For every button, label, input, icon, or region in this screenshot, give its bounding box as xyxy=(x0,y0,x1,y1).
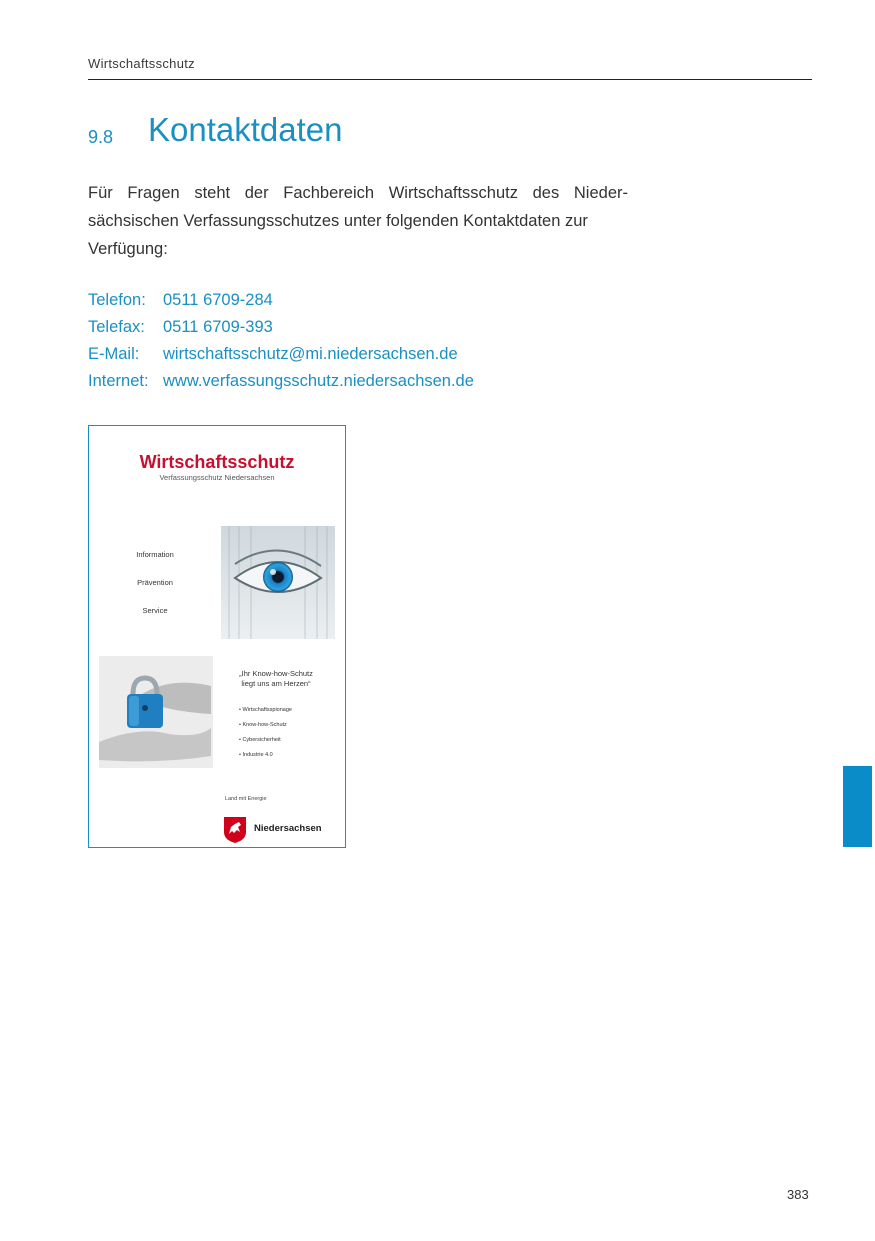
padlock-hands-photo xyxy=(99,656,213,768)
flyer-quote-line-1: „Ihr Know-how-Schutz xyxy=(239,669,313,678)
flyer-quote xyxy=(217,669,335,689)
flyer-bullet: • Industrie 4.0 xyxy=(239,752,273,758)
flyer-menu-information: Information xyxy=(136,550,174,559)
flyer-subtitle: Verfassungsschutz Niedersachsen xyxy=(159,473,275,482)
contact-label: E-Mail: xyxy=(88,345,140,363)
flyer-title: Wirtschaftsschutz xyxy=(139,452,295,472)
flyer-bullet-list xyxy=(239,703,292,763)
section-title: Kontaktdaten xyxy=(148,111,343,148)
contact-row-phone xyxy=(88,287,474,314)
flyer-quote-line-2: liegt uns am Herzen“ xyxy=(241,679,311,688)
email-link[interactable]: wirtschaftsschutz@mi.niedersachsen.de xyxy=(163,345,458,363)
flyer-bullet: • Wirtschaftsspionage xyxy=(239,707,292,713)
header-rule xyxy=(88,79,812,80)
section-number: 9.8 xyxy=(88,127,114,147)
horse-crest-icon xyxy=(223,816,247,844)
intro-line-1: Für Fragen steht der Fachbereich Wirtschaftsschutz des Nieder- xyxy=(88,184,628,202)
running-header: Wirtschaftsschutz xyxy=(88,56,195,71)
flyer-bullet: • Cybersicherheit xyxy=(239,737,281,743)
contact-row-fax xyxy=(88,314,474,341)
intro-line-3: Verfügung: xyxy=(88,240,168,258)
flyer-slogan: Land mit Energie xyxy=(225,796,267,802)
phone-value: 0511 6709-284 xyxy=(163,291,273,309)
page-number: 383 xyxy=(787,1187,809,1202)
contact-label: Internet: xyxy=(88,372,149,390)
contact-label: Telefon: xyxy=(88,291,146,309)
contact-label: Telefax: xyxy=(88,318,145,336)
flyer-menu-prevention: Prävention xyxy=(137,578,173,587)
intro-line-2: sächsischen Verfassungsschutzes unter folgenden Kontaktdaten zur xyxy=(88,212,588,230)
chapter-tab-marker xyxy=(843,766,872,847)
intro-paragraph xyxy=(88,179,628,263)
flyer-bullet: • Know-how-Schutz xyxy=(239,722,287,728)
flyer-menu-service: Service xyxy=(142,606,168,615)
website-link[interactable]: www.verfassungsschutz.niedersachsen.de xyxy=(163,372,474,390)
fax-value: 0511 6709-393 xyxy=(163,318,273,336)
eye-photo xyxy=(221,526,335,639)
contact-row-email xyxy=(88,341,474,368)
flyer-state-name: Niedersachsen xyxy=(254,823,322,834)
contact-row-internet xyxy=(88,368,474,395)
flyer-image xyxy=(88,425,346,848)
contact-list xyxy=(88,287,474,395)
